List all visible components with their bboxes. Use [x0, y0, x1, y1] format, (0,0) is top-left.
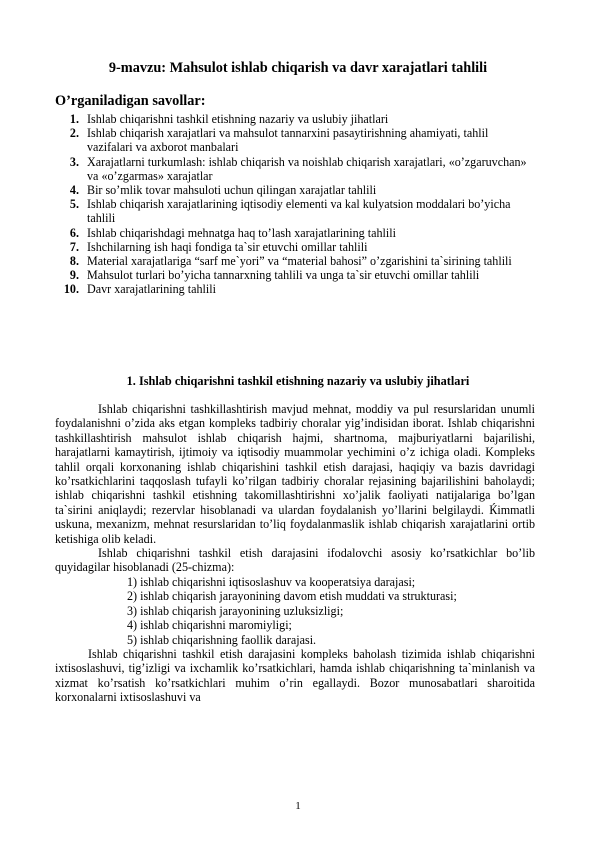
questions-list	[55, 112, 535, 297]
list-item	[55, 183, 535, 197]
body-text	[55, 402, 535, 705]
item-text: Bir so’mlik tovar mahsuloti uchun qilingan xarajatlar tahlili	[87, 183, 377, 198]
list-item	[55, 282, 535, 296]
list-item: 4) ishlab chiqarishni maromiyligi;	[127, 618, 292, 633]
list-item	[55, 112, 535, 126]
list-item: 5) ishlab chiqarishning faollik darajasi.	[127, 632, 317, 647]
item-number: 2.	[69, 126, 79, 141]
list-item: 1) ishlab chiqarishni iqtisoslashuv va kooperatsiya darajasi;	[127, 574, 416, 589]
item-number: 3.	[69, 154, 79, 169]
list-item: 3) ishlab chiqarish jarayonining uzluksizligi;	[127, 603, 344, 618]
item-text: Material xarajatlariga “sarf me`yori” va “material bahosi” o’zgarishini ta`sirining tahlili	[87, 254, 512, 269]
paragraph: Ishlab chiqarishni tashkil etish darajasini ifodalovchi asosiy ko’rsatkichlar bo’lib quyidagilar hisoblanadi (25-chizma):	[55, 546, 535, 575]
item-text: Ishlab chiqarishdagi mehnatga haq to’lash xarajatlarining tahlili	[87, 225, 396, 240]
item-text: Ishlab chiqarish xarajatlarining iqtisodiy elementi va kal kulyatsion moddalari bo’yicha tahlili	[87, 197, 511, 226]
item-number: 4.	[69, 183, 79, 198]
list-item	[55, 226, 535, 240]
indicators-list	[55, 575, 535, 647]
item-number: 8.	[69, 254, 79, 269]
item-text: Xarajatlarni turkumlash: ishlab chiqarish va noishlab chiqarish xarajatlari, «o’zgaruvchan» va «o’zgarmas» xarajatlar	[87, 154, 527, 183]
section-heading: 1. Ishlab chiqarishni tashkil etishning nazariy va uslubiy jihatlari	[126, 374, 470, 388]
item-number: 10.	[63, 282, 79, 297]
list-item	[55, 254, 535, 268]
page-title: 9-mavzu: Mahsulot ishlab chiqarish va davr xarajatlari tahlili	[108, 60, 488, 76]
list-item	[55, 126, 535, 154]
item-text: Mahsulot turlari bo’yicha tannarxning tahlili va unga ta`sir etuvchi omillar tahlili	[87, 268, 480, 283]
page-number: 1	[295, 800, 301, 812]
list-item	[55, 240, 535, 254]
item-text: Ishlab chiqarishni tashkil etishning nazariy va uslubiy jihatlari	[87, 112, 389, 126]
paragraph: Ishlab chiqarishni tashkil etish darajasini kompleks baholash tizimida ishlab chiqarishni ixtisoslashuvi, tig’izligi va ixchamlik ko’rsatkichlari, hamda ishlab chiqarishning ta`minlanish va xizmat ko’rsatish ko’rsatkichlari muhim o’rin egallaydi. Bozor munosabatlari sharoitida korxonalarni ixtisoslashuvi va	[55, 646, 535, 705]
list-item	[55, 155, 535, 183]
item-number: 9.	[69, 268, 79, 283]
item-number: 7.	[69, 239, 79, 254]
item-text: Ishlab chiqarish xarajatlari va mahsulot tannarxini pasaytirishning ahamiyati, tahlil vazifalari va axborot manbalari	[87, 126, 489, 155]
questions-heading: O’rganiladigan savollar:	[55, 93, 206, 109]
item-number: 6.	[69, 225, 79, 240]
paragraph: Ishlab chiqarishni tashkillashtirish mavjud mehnat, moddiy va pul resurslaridan unumli foydalanishni o’zida aks etgan kompleks tadbiriy choralar yig’indisidan iborat. Ishlab chiqarishni tashkillashtirish mahsulot ishlab chiqarish hajmi, shartnoma, majburiyatlarni bajarilishi, harajatlarni kamaytirish, ijtimoiy va iqtisodiy muammolar yechimini o’z ichiga oladi. Kompleks tahlil orqali korxonaning ishlab chiqarishini tashkil etish darajasi, haqiqiy va bazis davridagi ko’rsatkichlarini taqqoslash tufayli ko’rilgan tadbiriy choralar rejasining bajarilishini baholaydi; ishlab chiqarishni tashkil etishning takomillashtirishni xo’jalik faoliyati natijalariga bo’lgan ta`sirini aniqlaydi; rezervlar hisoblanadi va ulardan foydalanish yo’llarini belgilaydi. Ќimmatli uskuna, mexanizm, mehnat resurslaridan to’liq foydalanmaslik ishlab chiqarish xarajatlarini ortib ketishiga olib keladi.	[55, 402, 535, 546]
list-item	[55, 268, 535, 282]
item-text: Davr xarajatlarining tahlili	[87, 282, 216, 297]
item-number: 5.	[69, 197, 79, 212]
item-text: Ishchilarning ish haqi fondiga ta`sir etuvchi omillar tahlili	[87, 239, 368, 254]
item-number: 1.	[69, 112, 79, 126]
list-item	[55, 197, 535, 225]
list-item: 2) ishlab chiqarish jarayonining davom etish muddati va strukturasi;	[127, 589, 457, 604]
